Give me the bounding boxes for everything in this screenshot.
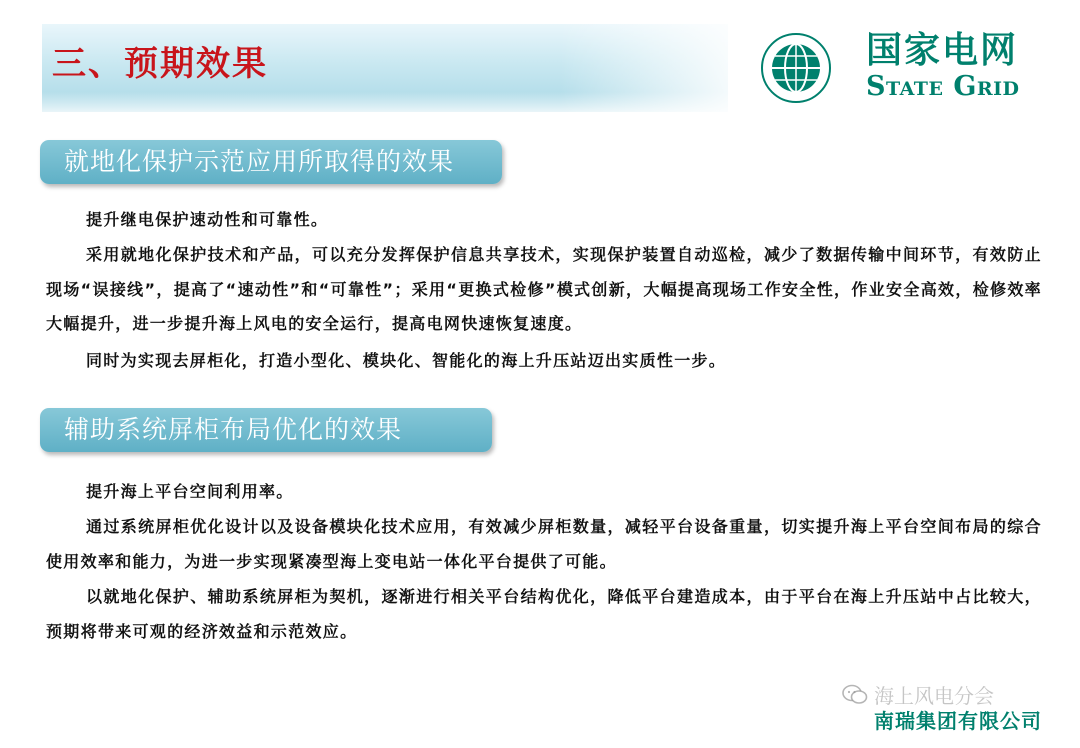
section2-paragraph-2: 通过系统屏柜优化设计以及设备模块化技术应用，有效减少屏柜数量，减轻平台设备重量，切实提升海上平台空间布局的综合使用效率和能力，为进一步实现紧凑型海上变电站一体化平台提供了可能。 (46, 517, 1042, 571)
watermark-text: 海上风电分会 (874, 684, 994, 708)
section1-paragraph-2: 采用就地化保护技术和产品，可以充分发挥保护信息共享技术，实现保护装置自动巡检，减少了数据传输中间环节，有效防止现场“误接线”，提高了“速动性”和“可靠性”；采用“更换式检修”模式创新，大幅提高现场工作安全性，作业安全高效，检修效率大幅提升，进一步提升海上风电的安全运行，提高电网快速恢复速度。 (46, 245, 1042, 333)
logo-english-name: State Grid (866, 71, 1020, 102)
section-heading-local-protection: 就地化保护示范应用所取得的效果 (40, 140, 502, 184)
section1-paragraph-3: 同时为实现去屏柜化，打造小型化、模块化、智能化的海上升压站迈出实质性一步。 (86, 351, 727, 370)
footer-company-name: 南瑞集团有限公司 (874, 709, 1042, 733)
header-fade (560, 24, 728, 112)
logo-chinese-name: 国家电网 (866, 30, 1019, 71)
section2-paragraph-1: 提升海上平台空间利用率。 (86, 482, 294, 501)
section-heading-cabinet-layout: 辅助系统屏柜布局优化的效果 (40, 408, 492, 452)
page-title: 三、预期效果 (52, 44, 268, 84)
section1-paragraph-1: 提升继电保护速动性和可靠性。 (86, 210, 329, 229)
wechat-icon (842, 684, 868, 706)
state-grid-emblem-icon (760, 32, 832, 104)
section2-paragraph-3: 以就地化保护、辅助系统屏柜为契机，逐渐进行相关平台结构优化，降低平台建造成本，由于平台在海上升压站中占比较大，预期将带来可观的经济效益和示范效应。 (46, 587, 1042, 641)
